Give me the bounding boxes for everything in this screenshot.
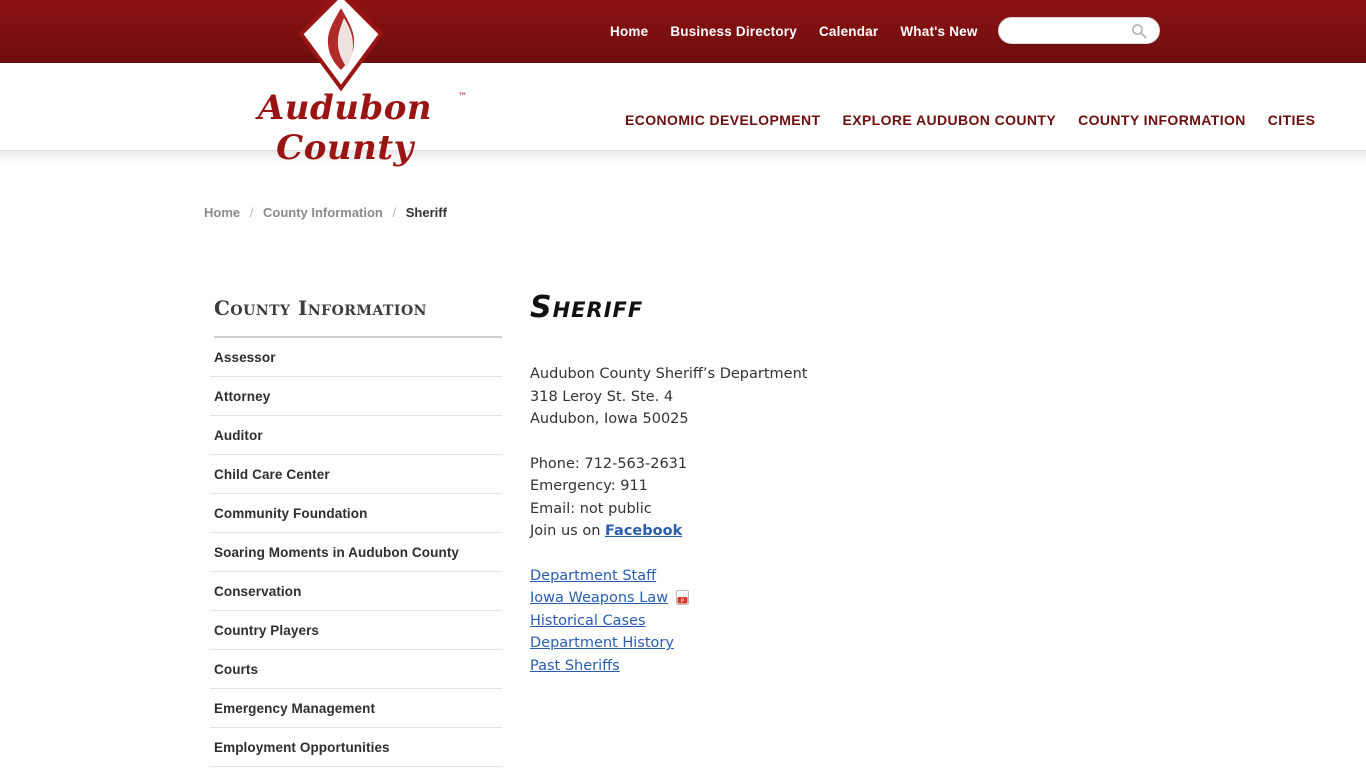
address-line-1: Audubon County Sheriff’s Department [530,366,808,382]
topnav-item-whats-new[interactable]: What's New [900,24,978,39]
breadcrumb-current: Sheriff [405,205,447,220]
search-icon[interactable] [1131,23,1147,39]
sidebar-list [210,338,502,767]
sidebar-item-community-foundation[interactable]: Community Foundation [214,506,368,521]
svg-text:P: P [680,598,685,605]
email-line: Email: not public [530,500,652,517]
mainnav-item-county-information[interactable]: COUNTY INFORMATION [1078,112,1246,128]
logo-trademark: ™ [458,92,467,102]
list-item[interactable] [210,650,502,689]
address-line-3: Audubon, Iowa 50025 [530,411,689,427]
facebook-link[interactable]: Facebook [605,523,683,539]
flame-icon [297,0,385,96]
sidebar-item-soaring-moments[interactable]: Soaring Moments in Audubon County [214,545,460,560]
list-item[interactable] [210,377,502,416]
link-row [530,565,1170,588]
resource-links [530,565,1170,678]
link-past-sheriffs[interactable]: Past Sheriffs [530,657,620,674]
join-us-label: Join us on [530,523,605,539]
topnav-item-home[interactable]: Home [610,24,649,39]
breadcrumb-separator: / [249,205,254,220]
mainnav-item-cities[interactable]: CITIES [1267,112,1316,128]
search-input[interactable] [1011,22,1121,40]
main-navigation [625,112,1315,128]
social-line [530,520,1170,543]
link-row [530,632,1170,655]
list-item[interactable] [210,689,502,728]
link-department-staff[interactable]: Department Staff [530,567,657,584]
sidebar [210,296,502,767]
sidebar-item-employment-opportunities[interactable]: Employment Opportunities [214,740,390,755]
contact-block [530,453,1170,543]
main-content [530,290,1170,677]
search-box[interactable] [998,17,1160,44]
list-item[interactable] [210,338,502,377]
sidebar-item-country-players[interactable]: Country Players [214,623,320,638]
sidebar-item-conservation[interactable]: Conservation [214,584,302,599]
address-line-2: 318 Leroy St. Ste. 4 [530,388,674,405]
pdf-icon [676,590,689,605]
sidebar-item-assessor[interactable]: Assessor [214,350,276,365]
mainnav-item-explore-audubon-county[interactable]: EXPLORE AUDUBON COUNTY [842,112,1057,128]
list-item[interactable] [210,728,502,767]
sidebar-item-auditor[interactable]: Auditor [214,428,263,443]
mainnav-item-economic-development[interactable]: ECONOMIC DEVELOPMENT [625,112,821,128]
address-block [530,363,1170,431]
list-item[interactable] [210,494,502,533]
breadcrumb-separator: / [392,205,397,220]
sidebar-item-courts[interactable]: Courts [214,662,259,677]
list-item[interactable] [210,533,502,572]
topnav-item-calendar[interactable]: Calendar [818,24,879,39]
list-item[interactable] [210,611,502,650]
list-item[interactable] [210,416,502,455]
topnav-item-business-directory[interactable]: Business Directory [670,24,797,39]
list-item[interactable] [210,455,502,494]
link-historical-cases[interactable]: Historical Cases [530,612,646,629]
link-row [530,655,1170,678]
link-iowa-weapons-law[interactable]: Iowa Weapons Law [530,590,669,606]
breadcrumb-county-information[interactable]: County Information [263,205,383,220]
sidebar-item-child-care-center[interactable]: Child Care Center [214,467,330,482]
phone-line: Phone: 712-563-2631 [530,455,688,472]
emergency-line: Emergency: 911 [530,478,648,494]
link-row [530,610,1170,633]
sidebar-item-attorney[interactable]: Attorney [214,389,271,404]
page-title: Sheriff [530,290,644,325]
breadcrumb [204,205,447,220]
sidebar-title: County Information [214,296,502,338]
link-row [530,587,1170,610]
logo-text: Audubon County [257,88,433,168]
breadcrumb-home[interactable]: Home [204,205,241,220]
sidebar-item-emergency-management[interactable]: Emergency Management [214,701,376,716]
link-department-history[interactable]: Department History [530,635,674,651]
site-logo[interactable] [200,0,490,168]
list-item[interactable] [210,572,502,611]
